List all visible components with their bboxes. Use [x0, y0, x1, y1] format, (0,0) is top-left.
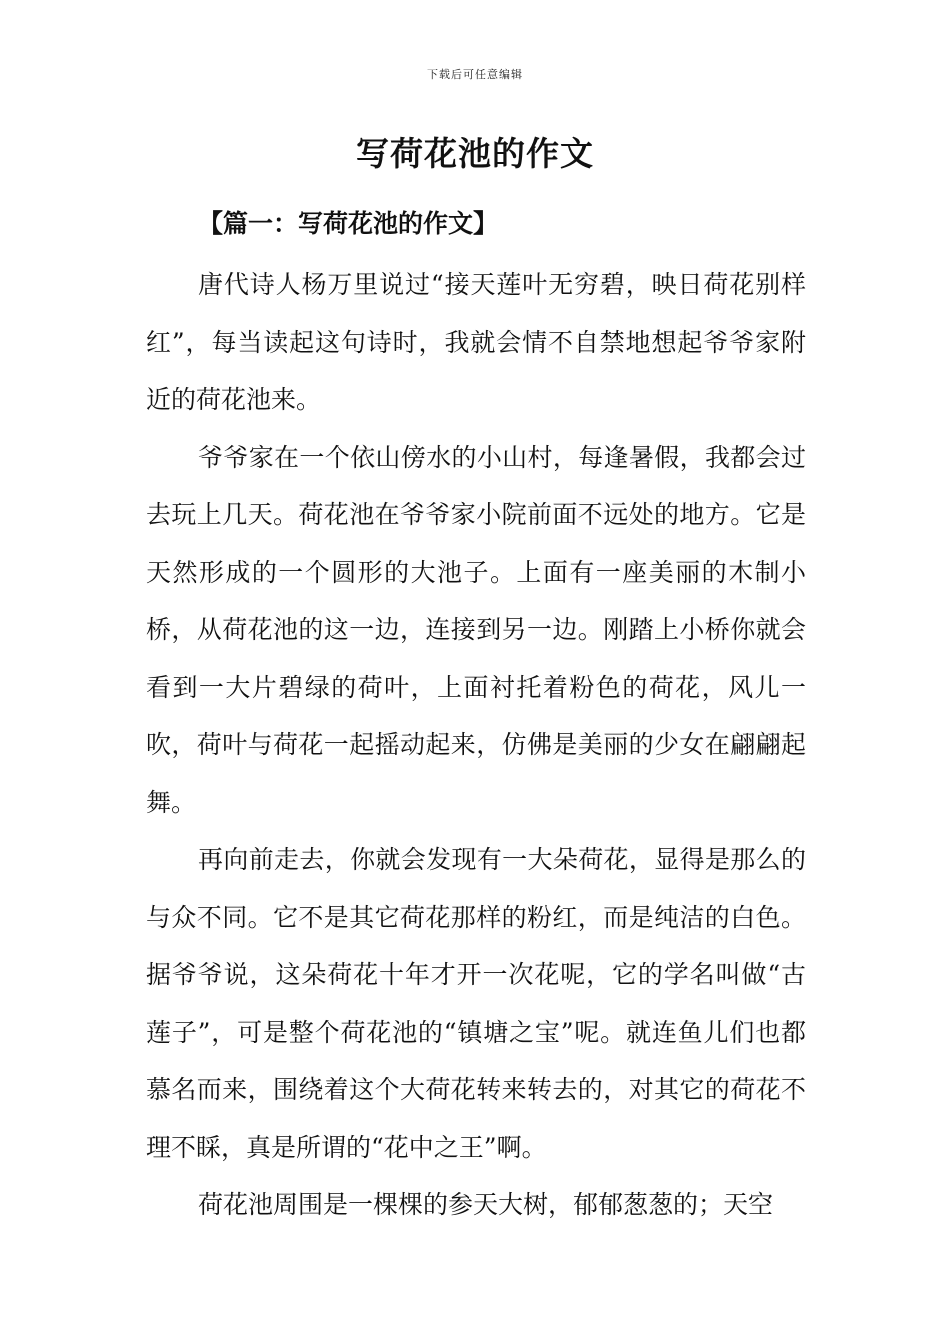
paragraph: 唐代诗人杨万里说过“接天莲叶无穷碧，映日荷花别样红”，每当读起这句诗时，我就会情不自禁地想起爷爷家附近的荷花池来。 [146, 270, 806, 414]
body-text [146, 256, 806, 1234]
paragraph: 荷花池周围是一棵棵的参天大树，郁郁葱葱的；天空 [198, 1190, 774, 1219]
paragraph: 爷爷家在一个依山傍水的小山村，每逢暑假，我都会过去玩上几天。荷花池在爷爷家小院前面不远处的地方。它是天然形成的一个圆形的大池子。上面有一座美丽的木制小桥，从荷花池的这一边，连接到另一边。刚踏上小桥你就会看到一大片碧绿的荷叶，上面衬托着粉色的荷花，风儿一吹，荷叶与荷花一起摇动起来，仿佛是美丽的少女在翩翩起舞。 [146, 442, 806, 817]
header-note: 下载后可任意编辑 [427, 68, 523, 81]
paragraph: 再向前走去，你就会发现有一大朵荷花，显得是那么的与众不同。它不是其它荷花那样的粉红，而是纯洁的白色。据爷爷说，这朵荷花十年才开一次花呢，它的学名叫做“古莲子”，可是整个荷花池的“镇塘之宝”呢。就连鱼儿们也都慕名而来，围绕着这个大荷花转来转去的，对其它的荷花不理不睬，真是所谓的“花中之王”啊。 [146, 845, 806, 1162]
section-heading: 【篇一：写荷花池的作文】 [198, 209, 499, 238]
page-title: 写荷花池的作文 [356, 134, 594, 173]
